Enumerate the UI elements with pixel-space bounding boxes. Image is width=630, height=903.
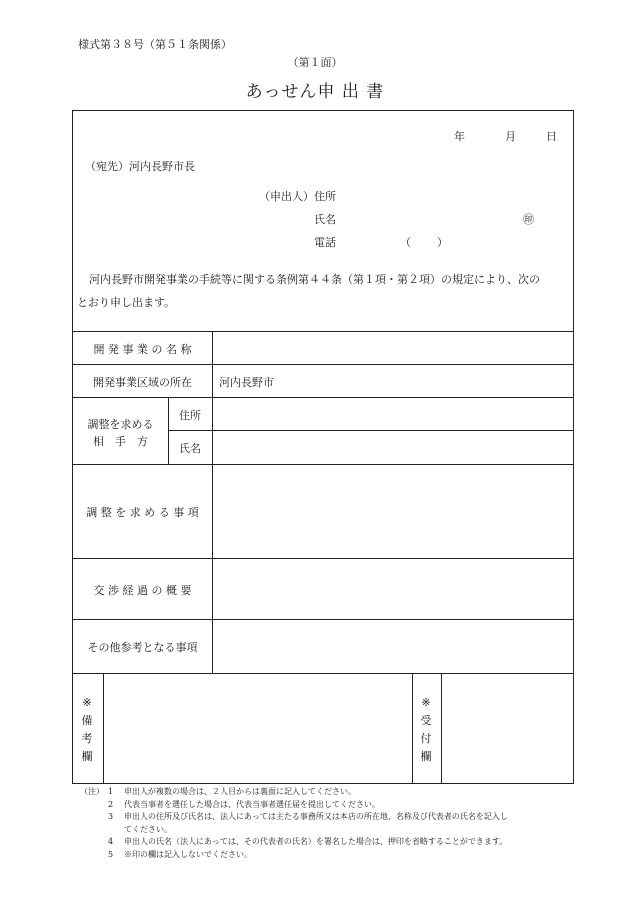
remarks-divider-3 [441,673,442,783]
document-title: あっせん申 出 書 [245,82,385,102]
reception-right-char: 付 [420,732,432,745]
divider-counterparty [168,430,573,431]
seal-mark: ㊞ [523,213,534,226]
phone-paren-open: （ [400,236,411,249]
counterparty-address-label: 住所 [179,409,201,422]
divider-statement [73,331,573,332]
note-text: 申出人の住所及び氏名は、法人にあっては主たる事務所又は本店の所在地、名称及び代表者の氏名を記入し [124,812,508,821]
reception-right-label [418,694,434,766]
project-area-label: 開発事業区域の所在 [93,376,192,389]
reception-right-char: ※ [421,696,431,709]
note-text: ※印の欄は記入しないでください。 [124,849,252,859]
date-year-label: 年 [454,130,465,143]
applicant-name-label: 氏名 [314,213,336,226]
divider-row4 [73,558,573,559]
divider-row3 [73,464,573,465]
page-side-label: （第１面） [287,56,343,69]
remarks-left-label [79,694,95,766]
other-matters-label: その他参考となる事項 [87,641,198,654]
notes-heading: （注） [80,787,104,796]
applicant-label: （申出人） [259,190,314,203]
remarks-left-char: 備 [81,714,93,727]
divider-remarks [73,673,573,674]
project-name-label: 開 発 事 業 の 名 称 [93,343,192,356]
statement-line-1: 河内長野市開発事業の手続等に関する条例第４４条（第１項・第２項）の規定により、次の [89,273,540,286]
adjust-items-label: 調 整 を 求 め る 事 項 [86,506,199,519]
project-area-value: 河内長野市 [219,376,274,389]
counterparty-name-label: 氏名 [179,442,201,455]
applicant-address-label: 住所 [314,190,336,203]
statement-line-2: とおり申し出ます。 [77,296,176,309]
note-number: 4 [108,837,114,846]
phone-paren-close: ） [437,236,448,249]
note-text: 代表当事者を選任した場合は、代表当事者選任届を提出してください。 [124,799,380,809]
divider-row2 [73,397,573,398]
counterparty-label-line-1: 調整を求める [87,418,154,431]
remarks-left-char: 欄 [81,750,93,763]
note-text-continued: てください。 [124,824,172,834]
note-number: 1 [108,787,114,796]
date-month-label: 月 [505,130,516,143]
note-number: 2 [108,799,114,809]
note-text: 申出人の氏名（法人にあっては、その代表者の氏名）を署名した場合は、押印を省略することができます。 [124,837,508,846]
applicant-phone-label: 電話 [314,236,336,249]
form-frame [72,110,574,784]
column-divider [212,331,213,673]
note-number: 3 [108,812,114,821]
remarks-divider-1 [103,673,104,783]
note-text: 申出人が複数の場合は、２人目からは裏面に記入してください。 [124,787,356,796]
remarks-left-char: ※ [82,696,92,709]
date-day-label: 日 [546,130,557,143]
form-code: 様式第３８号（第５１条関係） [78,38,232,51]
counterparty-label-line-2: 相 手 方 [93,435,148,448]
negotiation-label: 交 渉 経 過 の 概 要 [93,584,192,597]
reception-right-char: 受 [420,714,432,727]
divider-row1 [73,364,573,365]
divider-row5 [73,619,573,620]
addressee: （宛先）河内長野市長 [85,160,195,173]
remarks-divider-2 [412,673,413,783]
remarks-left-char: 考 [81,732,93,745]
note-number: 5 [108,849,114,859]
reception-right-char: 欄 [420,750,432,763]
